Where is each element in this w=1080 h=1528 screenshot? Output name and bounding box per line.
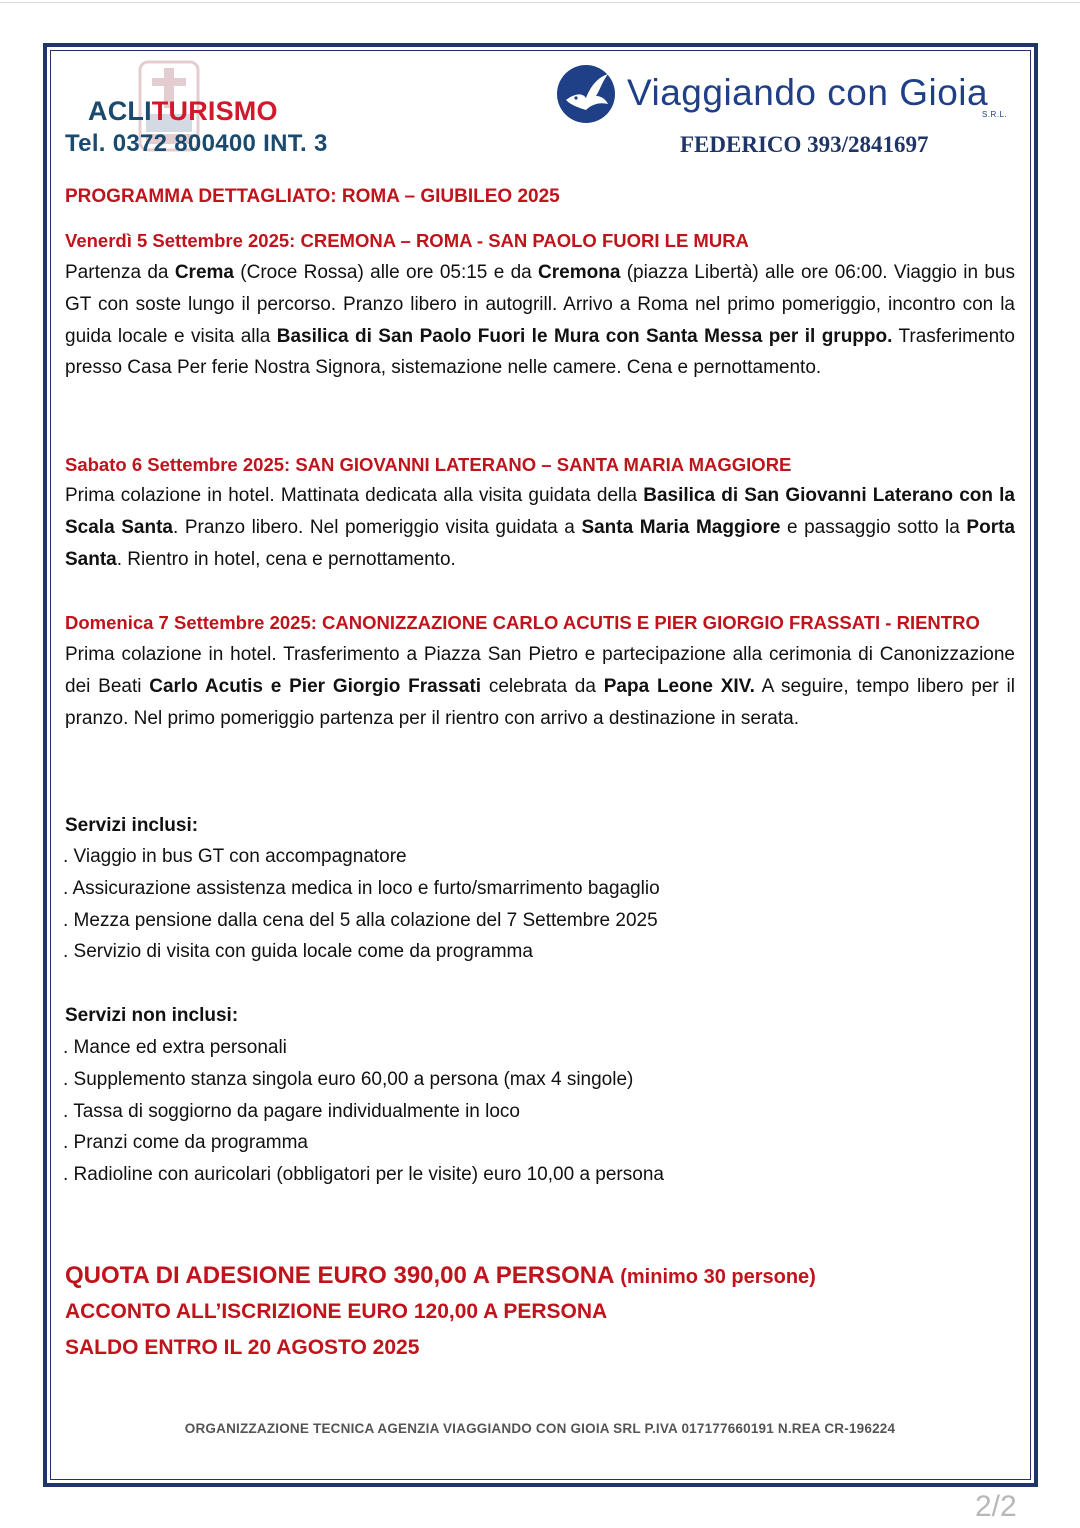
not-included-services-list (63, 1032, 1013, 1191)
acli-name-part2: TURISMO (151, 96, 278, 126)
day-2-title: Sabato 6 Settembre 2025: SAN GIOVANNI LATERANO – SANTA MARIA MAGGIORE (65, 454, 792, 475)
balance-deadline: SALDO ENTRO IL 20 AGOSTO 2025 (65, 1336, 420, 1359)
day-2-description: Prima colazione in hotel. Mattinata dedicata alla visita guidata della Basilica di San Giovanni Laterano con la Scala Santa. Pranzo libero. Nel pomeriggio visita guidata a Santa Maria Maggiore e passaggio sotto la Porta Santa. Rientro in hotel, cena e pernottamento. (65, 485, 1015, 570)
dove-logo-icon (556, 64, 616, 124)
page-number: 2/2 (975, 1490, 1017, 1523)
top-divider (0, 2, 1080, 3)
not-included-services-title: Servizi non inclusi: (65, 1005, 239, 1026)
list-item: . Viaggio in bus GT con accompagnatore (63, 846, 407, 867)
list-item: . Mezza pensione dalla cena del 5 alla colazione del 7 Settembre 2025 (63, 909, 658, 931)
list-item: . Assicurazione assistenza medica in loco e furto/smarrimento bagaglio (63, 877, 660, 899)
acli-phone: Tel. 0372 800400 INT. 3 (65, 130, 328, 157)
footer-legal: ORGANIZZAZIONE TECNICA AGENZIA VIAGGIANDO CON GIOIA SRL P.IVA 017177660191 N.REA CR-196224 (184, 1421, 896, 1436)
agency-suffix: S.R.L. (982, 110, 1008, 119)
list-item: . Servizio di visita con guida locale come da programma (63, 941, 533, 963)
list-item: . Mance ed extra personali (63, 1037, 287, 1058)
day-1-description: Partenza da Crema (Croce Rossa) alle ore 05:15 e da Cremona (piazza Libertà) alle ore 06:00. Viaggio in bus GT con soste lungo il percorso. Pranzo libero in autogrill. Arrivo a Roma nel primo pomeriggio, incontro con la guida locale e visita alla Basilica di San Paolo Fuori le Mura con Santa Messa per il gruppo. Trasferimento presso Casa Per ferie Nostra Signora, sistemazione nelle camere. Cena e pernottamento. (65, 262, 1015, 379)
list-item: . Radioline con auricolari (obbligatori per le visite) euro 10,00 a persona (63, 1164, 664, 1186)
contact-phone: FEDERICO 393/2841697 (680, 132, 929, 157)
day-3-title: Domenica 7 Settembre 2025: CANONIZZAZIONE CARLO ACUTIS E PIER GIORGIO FRASSATI - RIENTRO (65, 612, 980, 633)
minimum-participants: (minimo 30 persone) (620, 1266, 816, 1288)
included-services-title: Servizi inclusi: (65, 815, 199, 836)
day-3-description: Prima colazione in hotel. Trasferimento a Piazza San Pietro e partecipazione alla cerimonia di Canonizzazione dei Beati Carlo Acutis e Pier Giorgio Frassati celebrata da Papa Leone XIV. A seguire, tempo libero per il pranzo. Nel primo pomeriggio partenza per il rientro con arrivo a destinazione in serata. (65, 644, 1015, 729)
day-1-title: Venerdì 5 Settembre 2025: CREMONA – ROMA - SAN PAOLO FUORI LE MURA (65, 230, 749, 251)
acli-turismo-name (88, 96, 278, 127)
list-item: . Supplemento stanza singola euro 60,00 a persona (max 4 singole) (63, 1068, 634, 1090)
agency-name: Viaggiando con Gioia (627, 72, 989, 113)
acli-name-part1: ACLI (88, 96, 152, 126)
program-title: PROGRAMMA DETTAGLIATO: ROMA – GIUBILEO 2025 (65, 186, 560, 207)
included-services-list (63, 841, 1013, 968)
list-item: . Pranzi come da programma (63, 1132, 308, 1154)
deposit-amount: ACCONTO ALL’ISCRIZIONE EURO 120,00 A PERSONA (65, 1300, 608, 1323)
price-per-person: QUOTA DI ADESIONE EURO 390,00 A PERSONA (minimo 30 persone) (65, 1262, 816, 1289)
list-item: . Tassa di soggiorno da pagare individualmente in loco (63, 1100, 521, 1122)
